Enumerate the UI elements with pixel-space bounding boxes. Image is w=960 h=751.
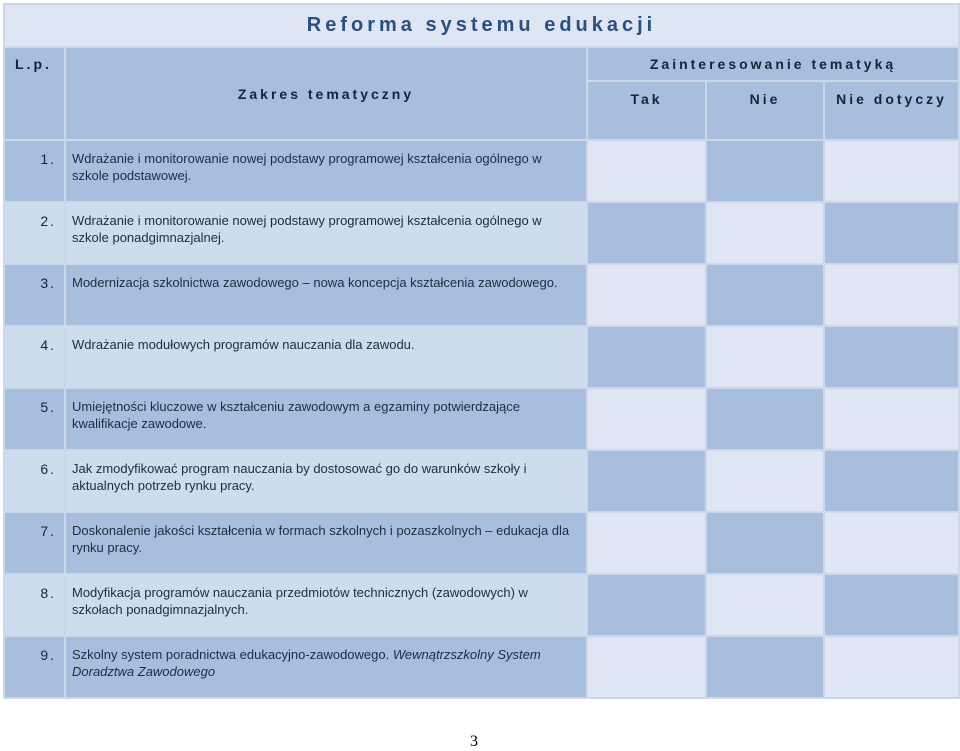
row-description xyxy=(65,636,587,698)
answer-yes-cell[interactable] xyxy=(587,450,706,512)
table-row xyxy=(4,264,959,326)
row-text: Wdrażanie modułowych programów nauczania dla zawodu. xyxy=(72,337,415,352)
answer-no-cell[interactable] xyxy=(706,512,824,574)
row-description xyxy=(65,202,587,264)
header-no: Nie xyxy=(706,81,824,140)
row-text: Modernizacja szkolnictwa zawodowego – nowa koncepcja kształcenia zawodowego. xyxy=(72,275,558,290)
answer-no-cell[interactable] xyxy=(706,636,824,698)
row-number: 1. xyxy=(4,140,65,202)
table-row xyxy=(4,202,959,264)
header-yes: Tak xyxy=(587,81,706,140)
answer-no-cell[interactable] xyxy=(706,264,824,326)
row-description xyxy=(65,512,587,574)
answer-yes-cell[interactable] xyxy=(587,264,706,326)
answer-not-applicable-cell[interactable] xyxy=(824,388,959,450)
answer-yes-cell[interactable] xyxy=(587,512,706,574)
answer-no-cell[interactable] xyxy=(706,140,824,202)
answer-no-cell[interactable] xyxy=(706,388,824,450)
answer-yes-cell[interactable] xyxy=(587,388,706,450)
answer-not-applicable-cell[interactable] xyxy=(824,326,959,388)
answer-yes-cell[interactable] xyxy=(587,574,706,636)
answer-not-applicable-cell[interactable] xyxy=(824,512,959,574)
row-text: Wdrażanie i monitorowanie nowej podstawy programowej kształcenia ogólnego w szkole podstawowej. xyxy=(72,151,542,183)
header-scope: Zakres tematyczny xyxy=(65,47,587,140)
row-text: Jak zmodyfikować program nauczania by dostosować go do warunków szkoły i aktualnych potrzeb rynku pracy. xyxy=(72,461,527,493)
table-row xyxy=(4,574,959,636)
row-description xyxy=(65,388,587,450)
table-row xyxy=(4,512,959,574)
header-lp: L.p. xyxy=(4,47,65,140)
row-text-italic: Wewnątrzszkolny System Doradztwa Zawodowego xyxy=(72,647,541,679)
row-number: 9. xyxy=(4,636,65,698)
row-text: Doskonalenie jakości kształcenia w formach szkolnych i pozaszkolnych – edukacja dla rynku pracy. xyxy=(72,523,570,555)
row-number: 3. xyxy=(4,264,65,326)
row-text: Modyfikacja programów nauczania przedmiotów technicznych (zawodowych) w szkołach ponadgimnazjalnych. xyxy=(72,585,528,617)
answer-no-cell[interactable] xyxy=(706,450,824,512)
row-number: 7. xyxy=(4,512,65,574)
table-row xyxy=(4,450,959,512)
page-number: 3 xyxy=(470,733,478,750)
table-title: Reforma systemu edukacji xyxy=(4,4,959,47)
answer-not-applicable-cell[interactable] xyxy=(824,264,959,326)
row-text: Szkolny system poradnictwa edukacyjno-zawodowego. xyxy=(72,647,393,662)
table-row xyxy=(4,326,959,388)
answer-no-cell[interactable] xyxy=(706,326,824,388)
table-row xyxy=(4,636,959,698)
answer-no-cell[interactable] xyxy=(706,574,824,636)
row-text: Wdrażanie i monitorowanie nowej podstawy programowej kształcenia ogólnego w szkole ponadgimnazjalnej. xyxy=(72,213,542,245)
row-description xyxy=(65,140,587,202)
table-row xyxy=(4,388,959,450)
row-number: 2. xyxy=(4,202,65,264)
row-text: Umiejętności kluczowe w kształceniu zawodowym a egzaminy potwierdzające kwalifikacje zawodowe. xyxy=(72,399,520,431)
row-description xyxy=(65,450,587,512)
answer-not-applicable-cell[interactable] xyxy=(824,202,959,264)
answer-yes-cell[interactable] xyxy=(587,636,706,698)
answer-not-applicable-cell[interactable] xyxy=(824,140,959,202)
row-description xyxy=(65,326,587,388)
header-interest: Zainteresowanie tematyką xyxy=(587,47,959,81)
row-description xyxy=(65,264,587,326)
header-not-applicable: Nie dotyczy xyxy=(824,81,959,140)
answer-yes-cell[interactable] xyxy=(587,326,706,388)
survey-table xyxy=(3,3,960,699)
row-number: 6. xyxy=(4,450,65,512)
answer-not-applicable-cell[interactable] xyxy=(824,636,959,698)
row-number: 5. xyxy=(4,388,65,450)
answer-yes-cell[interactable] xyxy=(587,140,706,202)
answer-no-cell[interactable] xyxy=(706,202,824,264)
answer-not-applicable-cell[interactable] xyxy=(824,574,959,636)
row-description xyxy=(65,574,587,636)
row-number: 4. xyxy=(4,326,65,388)
table-row xyxy=(4,140,959,202)
row-number: 8. xyxy=(4,574,65,636)
answer-not-applicable-cell[interactable] xyxy=(824,450,959,512)
answer-yes-cell[interactable] xyxy=(587,202,706,264)
